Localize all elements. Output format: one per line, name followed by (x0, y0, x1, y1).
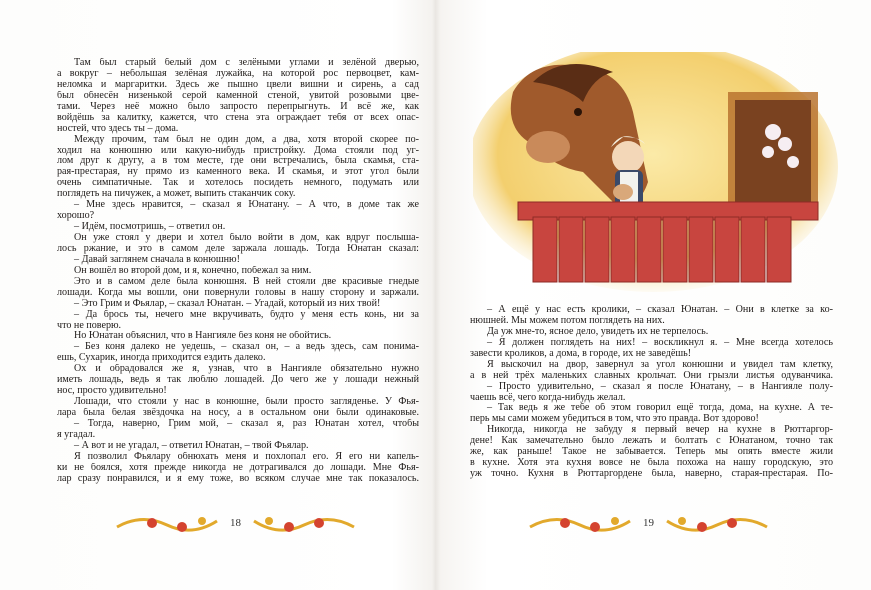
text-line: Лошади, что стояли у нас в конюшне, были просто загляденье. У Фья- (74, 397, 419, 408)
text-line: нос, просто удивительно! (57, 386, 167, 397)
text-line: – Мне здесь нравится, – сказал я Юнатану. – А что, в доме так же (74, 200, 419, 211)
text-line: ностей, что здесь ты – дома. (57, 123, 179, 134)
text-line: ходил на конюшню или какую-нибудь пристройку. Дома стояли под уг- (57, 145, 419, 156)
text-line: Я выскочил на двор, завернул за угол конюшни и увидел там клетку, (487, 359, 833, 370)
text-line: – А вот и не угадал, – ответил Юнатан, – твой Фьялар. (74, 440, 309, 451)
right-page-footer (525, 508, 772, 538)
text-line: – Тогда, наверно, Грим мой, – сказал я, раз Юнатан хотел, чтобы (74, 418, 419, 429)
text-line: ки не боялся, хотя прежде никогда не дотрагивался до лошади. Мне Фья- (57, 462, 419, 473)
text-line: в кухне. Хотя эта кухня вовсе не была похожа на нашу городскую, это (470, 458, 833, 469)
text-line: иметь лошадь, ведь я так люблю лошадей. До чего же у лошади нежный (57, 375, 419, 386)
text-line: а вокруг – небольшая зелёная лужайка, на которой рос первоцвет, кам- (57, 68, 419, 79)
text-line: лось ржание, и это в самом деле заржала лошадь. Тогда Юнатан сказал: (57, 243, 419, 254)
text-line: завести кроликов, а дома, в городе, их не заведёшь! (470, 348, 692, 359)
text-line: Я позволил Фьялару обнюхать меня и похлопал его. Я его ни капель- (74, 451, 419, 462)
text-line: – Просто удивительно, – сказал я после Юнатану, – в Нангияле полу- (487, 381, 833, 392)
left-page-footer (112, 508, 359, 538)
text-line: я угадал. (57, 429, 96, 440)
text-line: – Так ведь я же тебе об этом говорил ещё тогда, дома, на кухне. А те- (487, 403, 833, 414)
page-number: 19 (643, 517, 654, 529)
illustration-boy-with-horse (473, 52, 838, 294)
text-line: – Давай заглянем сначала в конюшню! (74, 254, 240, 265)
text-line: – А ещё у нас есть кролики, – сказал Юнатан. – Они в клетке за ко- (487, 305, 833, 315)
left-page-text (57, 58, 419, 485)
text-line: – Это Грим и Фьялар, – сказал Юнатан. – Угадай, который из них твой! (74, 298, 381, 309)
text-line: дене! Как замечательно было лежать и болтать с Юнатаном, точно так (470, 436, 833, 447)
text-line: Там был старый белый дом с зелёными углами и зелёной дверью, (74, 58, 419, 68)
text-line: чаешь всё, чего когда-нибудь желал. (470, 392, 626, 403)
text-line: хорошо? (57, 211, 95, 222)
text-line: очень симпатичные. Так и хотелось посидеть немного, подумать или (57, 178, 419, 189)
text-line: Это и в самом деле была конюшня. В ней стояли две красивые гнедые (74, 276, 419, 287)
floral-ornament-icon (112, 509, 222, 537)
text-line: что не поверю. (57, 320, 122, 331)
text-line: нюшней. Мы можем потом поглядеть на них. (470, 315, 665, 326)
page-number: 18 (230, 517, 241, 529)
floral-ornament-icon (249, 509, 359, 537)
text-line: Да уж мне-то, ясное дело, увидеть их не терпелось. (487, 326, 709, 337)
text-line: Он вошёл во второй дом, и я, конечно, побежал за ним. (74, 265, 312, 276)
text-line: лом друг к другу, а в том месте, где они встречались, была скамья, ста- (57, 156, 419, 167)
text-line: – Да брось ты, нечего мне вкручивать, будто у меня есть конь, ни за (74, 309, 419, 320)
text-line: был обнесён низенькой серой каменной стеной, увитой розовыми цве- (57, 90, 419, 101)
text-line: перь мы сами можем убедиться в том, что это правда. Вот здорово! (470, 414, 759, 425)
text-line: – Я должен поглядеть на них! – воскликнул я. – Мне всегда хотелось (487, 337, 833, 348)
text-line: неломка и маргаритки. Здесь же пышно цвели вишни и сирень, а сад (57, 79, 419, 90)
text-line: рая-престарая, ну прямо из каменного века. И скамья, и этот угол были (57, 167, 419, 178)
text-line: Никогда, никогда не забуду я первый вечер на кухне в Рюттаргор- (487, 425, 833, 436)
right-page-text (470, 305, 833, 480)
text-line: поглядеть на пичужек, а может, выпить стаканчик соку. (57, 189, 296, 200)
text-line: же, как раньше! Такое не забывается. Теперь мы опять вместе жили (470, 447, 833, 458)
text-line: уж точно. Кухня в Рюттаргордене была, наверно, старая-престарая. По- (470, 469, 833, 480)
text-line: ешь, Сухарик, иногда приходится ездить далеко. (57, 353, 266, 364)
floral-ornament-icon (662, 509, 772, 537)
floral-ornament-icon (525, 509, 635, 537)
text-line: – Идём, посмотришь, – ответил он. (74, 222, 226, 233)
text-line: лара была белая звёздочка на носу, а в остальном они были одинаковые. (57, 408, 419, 418)
text-line: тами. Через неё можно было запросто перепрыгнуть. И всё же, как (57, 101, 419, 112)
text-line: а в ней трёх маленьких славных крольчат. Они грызли листья одуванчика. (470, 370, 833, 381)
text-line: лошади. Когда мы вошли, они повернули головы в нашу сторону и заржали. (57, 287, 419, 298)
text-line: Ох и обрадовался же я, узнав, что в Нангияле обязательно нужно (74, 364, 419, 375)
text-line: Между прочим, там был не один дом, а два, хотя второй скорее по- (74, 134, 419, 145)
text-line: Но Юнатан объяснил, что в Нангияле без коня не обойтись. (74, 331, 332, 342)
text-line: Он уже стоял у двери и хотел было войти в дом, как вдруг послыша- (74, 233, 419, 243)
text-line: – Без коня далеко не уедешь, – сказал он, – а ведь здесь, сам понима- (74, 342, 419, 353)
text-line: войдёшь за калитку, кажется, что стена эта ограждает тебя от всех опас- (57, 112, 419, 123)
text-line: лар сразу понравился, и я ему тоже, во всяком случае мне так показалось. (57, 473, 419, 484)
